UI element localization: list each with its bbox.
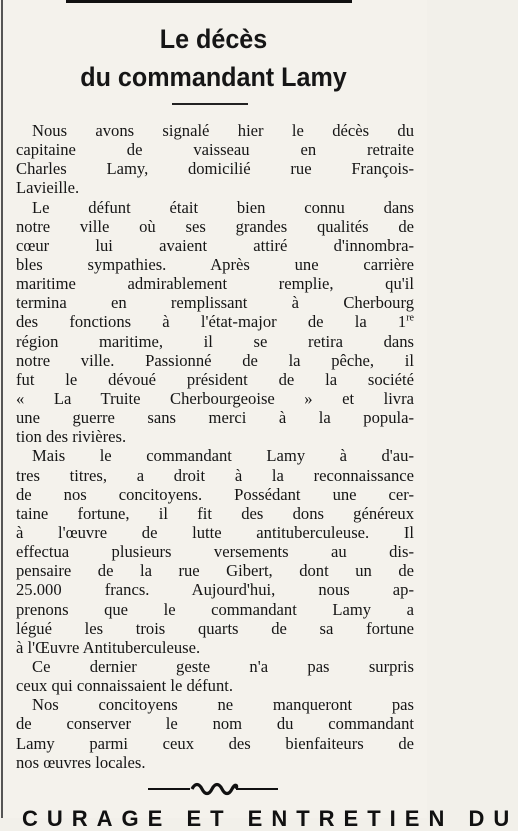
article-line: termina en remplissant à Cherbourg <box>16 293 414 313</box>
ornament-divider-icon <box>148 781 278 797</box>
headline-line-1: Le décès <box>159 24 268 54</box>
article-line: cœur lui avaient attiré d'innombra- <box>16 235 414 255</box>
article-paragraph <box>16 446 414 657</box>
article-line: tres titres, a droit à la reconnaissance <box>16 465 414 485</box>
headline-line-2: du commandant Lamy <box>80 62 347 92</box>
article-line: à l'œuvre de lutte antituberculeuse. Il <box>16 522 414 542</box>
article-line: taine fortune, il fit des dons généreux <box>16 503 414 523</box>
article-line: effectua plusieurs versements au dis- <box>16 542 414 562</box>
article-headline <box>15 20 412 96</box>
next-article-headline-fragment <box>0 803 518 831</box>
article-line: fut le dévoué président de la société <box>16 369 414 389</box>
article-line: bles sympathies. Après une carrière <box>16 254 414 274</box>
article-line: Nos concitoyens ne manqueront pas <box>32 695 414 715</box>
article-line: légué les trois quarts de sa fortune <box>16 618 414 638</box>
article-line: ceux qui connaissaient le défunt. <box>16 676 234 696</box>
article-paragraph <box>16 695 414 772</box>
article-line: capitaine de vaisseau en retraite <box>16 140 414 160</box>
article-line: Nous avons signalé hier le décès du <box>32 121 414 140</box>
article-line: une guerre sans merci à la popula- <box>16 408 414 428</box>
article-line: de nos concitoyens. Possédant une cer- <box>16 484 414 504</box>
article-line: « La Truite Cherbourgeoise » et livra <box>16 388 414 408</box>
article-line: notre ville. Passionné de la pêche, il <box>16 350 414 370</box>
article-line: pensaire de la rue Gibert, dont un de <box>16 561 414 581</box>
article-line: notre ville où ses grandes qualités de <box>16 216 414 236</box>
article-line: région maritime, il se retira dans <box>16 331 414 351</box>
article-line: prenons que le commandant Lamy a <box>16 599 414 619</box>
article-line: Lamy parmi ceux des bienfaiteurs de <box>16 733 414 753</box>
article-line: Lavieille. <box>16 178 80 198</box>
article-line: des fonctions à l'état-major de la 1re <box>16 312 414 332</box>
article-line: Le défunt était bien connu dans <box>32 197 414 217</box>
column-divider <box>1 0 3 818</box>
article-paragraph <box>16 121 414 198</box>
article-line: de conserver le nom du commandant <box>16 714 414 734</box>
article-line: à l'Œuvre Antituberculeuse. <box>16 637 201 657</box>
article-paragraph <box>16 198 414 447</box>
article-line: Ce dernier geste n'a pas surpris <box>32 656 414 676</box>
article-body <box>16 121 414 772</box>
article-line: Charles Lamy, domicilié rue François- <box>16 159 414 179</box>
article-paragraph <box>16 657 414 695</box>
article-line: tion des rivières. <box>16 427 127 447</box>
article-line: 25.000 francs. Aujourd'hui, nous ap- <box>16 580 414 600</box>
article-line: nos œuvres locales. <box>16 752 146 772</box>
article-line: maritime admirablement remplie, qu'il <box>16 274 414 294</box>
headline-underline <box>172 103 248 105</box>
article-line: Mais le commandant Lamy à d'au- <box>32 446 414 466</box>
top-rule <box>66 0 352 3</box>
next-headline-text: CURAGE ET ENTRETIEN DU <box>22 806 518 831</box>
